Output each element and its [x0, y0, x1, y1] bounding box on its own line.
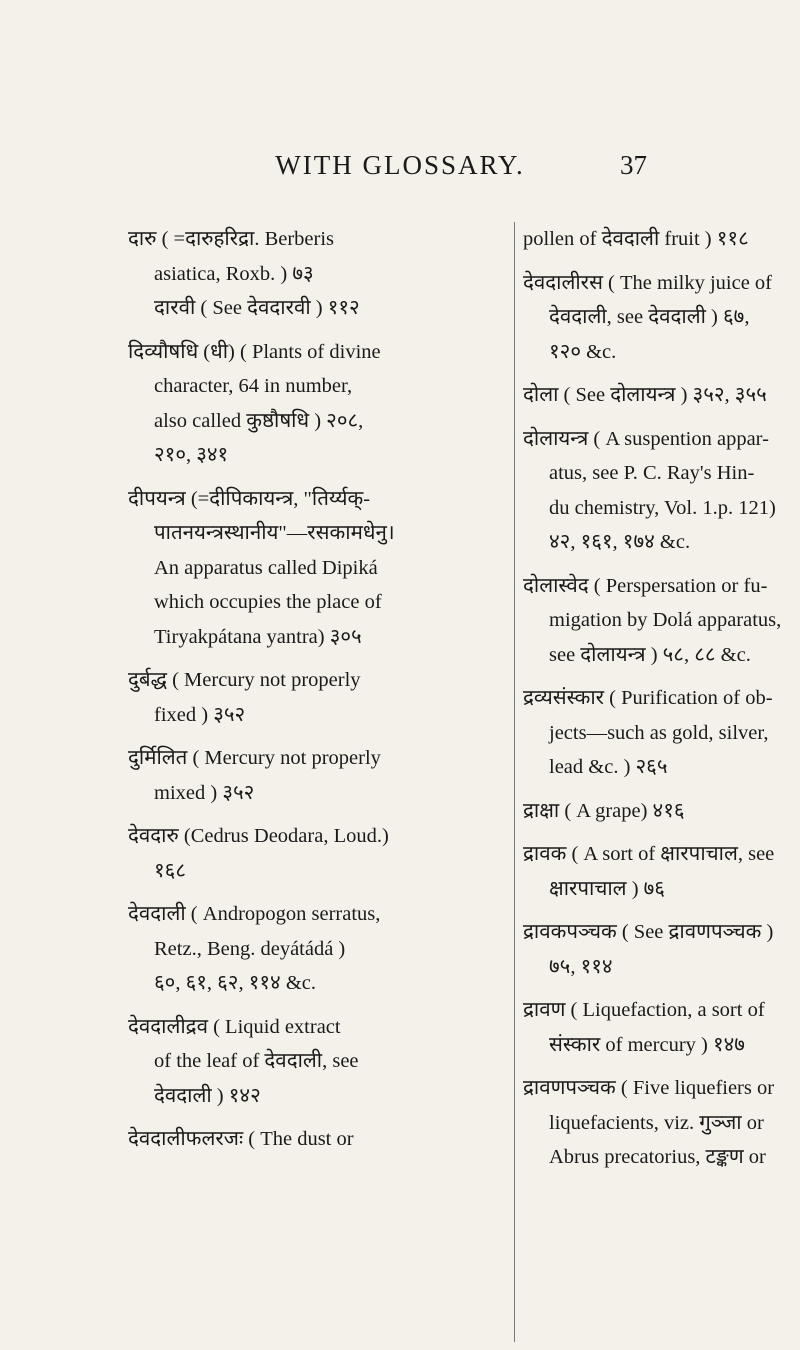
glossary-entry [128, 1122, 506, 1157]
entry-line: देवदाली ) १४२ [154, 1084, 261, 1107]
entry-line: pollen of देवदाली fruit ) ११८ [523, 228, 749, 250]
glossary-entry [523, 378, 800, 413]
entry-line: देवदाली ( Andropogon serratus, [128, 903, 381, 925]
entry-line: see दोलायन्त्र ) ५८, ८८ &c. [549, 643, 751, 666]
entry-line: देवदालीद्रव ( Liquid extract [128, 1015, 341, 1038]
entry-line: ४२, १६१, १७४ &c. [549, 531, 691, 553]
entry-line: द्रावण ( Liquefaction, a sort of [523, 999, 765, 1021]
entry-line: Retz., Beng. deyátádá ) [154, 937, 346, 960]
entry-line: atus, see P. C. Ray's Hin- [549, 462, 755, 484]
entry-line: ६०, ६१, ६२, ११४ &c. [154, 972, 316, 994]
entry-line: देवदालीफलरजः ( The dust or [128, 1128, 354, 1150]
glossary-entry [523, 569, 800, 673]
entry-line: द्रावणपञ्चक ( Five liquefiers or [523, 1077, 775, 1099]
glossary-entry [128, 819, 506, 888]
running-title: WITH GLOSSARY. [275, 150, 525, 180]
entry-line: दोलायन्त्र ( A suspention appar- [523, 427, 769, 450]
entry-line: दिव्यौषधि (धी) ( Plants of divine [128, 340, 381, 363]
entry-line: jects—such as gold, silver, [549, 721, 769, 744]
entry-line: पातनयन्त्रस्थानीय"—रसकामधेनु। [154, 522, 395, 544]
glossary-entry [128, 222, 506, 326]
entry-line: दीपयन्त्र (=दीपिकायन्त्र, "तिर्य्यक्- [128, 487, 371, 510]
glossary-entry [523, 794, 800, 829]
glossary-entry [128, 663, 506, 732]
entry-line: An apparatus called Dipiká [154, 556, 378, 579]
entry-line: ७५, ११४ [549, 955, 613, 978]
entry-line: दारु ( =दारुहरिद्रा. Berberis [128, 228, 335, 250]
entry-line: देवदारु (Cedrus Deodara, Loud.) [128, 825, 389, 847]
glossary-entry [523, 681, 800, 785]
entry-line: lead &c. ) २६५ [549, 756, 668, 778]
entry-line: दुर्बद्ध ( Mercury not properly [128, 669, 361, 691]
entry-line: संस्कार of mercury ) १४७ [549, 1033, 745, 1056]
entry-line: also called कुष्ठौषधि ) २०८, [154, 409, 364, 432]
entry-line: liquefacients, viz. गुञ्जा or [549, 1111, 764, 1134]
column-divider [514, 222, 515, 1342]
glossary-entry [523, 993, 800, 1062]
entry-line: asiatica, Roxb. ) ७३ [154, 262, 314, 285]
left-column [128, 222, 506, 1166]
entry-line: द्रव्यसंस्कार ( Purification of ob- [523, 687, 773, 709]
entry-line: which occupies the place of [154, 591, 382, 613]
glossary-entry [128, 1010, 506, 1114]
entry-line: दोलास्वेद ( Perspersation or fu- [523, 574, 768, 597]
entry-line: १२० &c. [549, 340, 617, 363]
entry-line: Tiryakpátana yantra) ३०५ [154, 625, 362, 648]
entry-line: mixed ) ३५२ [154, 781, 255, 804]
glossary-entry [128, 482, 506, 655]
glossary-entry [523, 915, 800, 984]
glossary-entry [523, 422, 800, 560]
entry-line: द्रावकपञ्चक ( See द्रावणपञ्चक ) [523, 921, 774, 943]
glossary-entry [523, 222, 800, 257]
right-column [523, 222, 800, 1184]
entry-line: migation by Dolá apparatus, [549, 609, 782, 631]
entry-line: character, 64 in number, [154, 375, 353, 397]
entry-line: du chemistry, Vol. 1.p. 121) [549, 496, 776, 519]
entry-line: देवदालीरस ( The milky juice of [523, 271, 773, 294]
glossary-entry [128, 335, 506, 473]
entry-line: द्राक्षा ( A grape) ४१६ [523, 799, 685, 822]
entry-line: २१०, ३४१ [154, 444, 229, 466]
glossary-entry [523, 837, 800, 906]
glossary-entry [523, 266, 800, 370]
page-header [0, 150, 800, 190]
glossary-entry [523, 1071, 800, 1175]
glossary-entry [128, 897, 506, 1001]
entry-line: दारवी ( See देवदारवी ) ११२ [154, 297, 360, 319]
entry-line: Abrus precatorius, टङ्कण or [549, 1146, 766, 1168]
entry-line: fixed ) ३५२ [154, 703, 246, 726]
page-number: 37 [620, 150, 647, 180]
entry-line: दुर्मिलित ( Mercury not properly [128, 747, 381, 769]
entry-line: दोला ( See दोलायन्त्र ) ३५२, ३५५ [523, 384, 767, 406]
entry-line: द्रावक ( A sort of क्षारपाचाल, see [523, 843, 775, 865]
entry-line: of the leaf of देवदाली, see [154, 1050, 359, 1072]
entry-line: क्षारपाचाल ) ७६ [549, 877, 665, 900]
entry-line: १६८ [154, 859, 186, 882]
entry-line: देवदाली, see देवदाली ) ६७, [549, 306, 750, 328]
glossary-entry [128, 741, 506, 810]
